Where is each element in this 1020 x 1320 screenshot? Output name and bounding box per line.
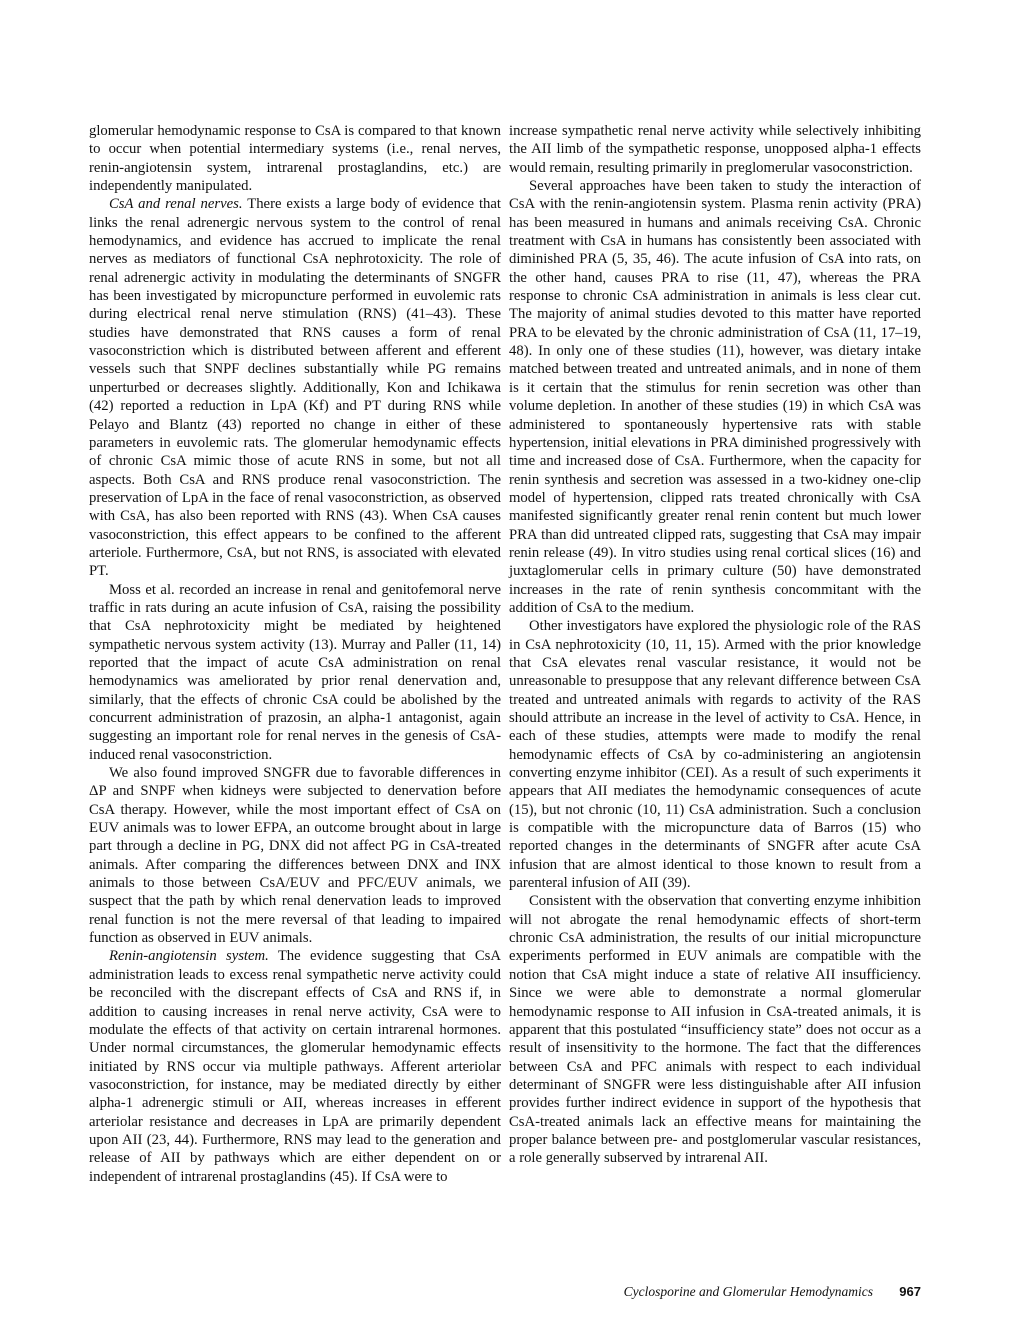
paragraph-text: There exists a large body of evidence that links the renal adrenergic nervous system to the control of renal hemodynamics, and evidence has accrued to implicate the renal nerves as mediators of functional CsA nephrotoxicity. The role of renal adrenergic activity in modulating the determinants of SNGFR has been investigated by micropuncture performed in euvolemic rats during electrical renal nerve stimulation (RNS) (41–43). These studies have demonstrated that RNS causes a form of renal vasoconstriction which is distributed between afferent and efferent vessels such that SNPF declines substantially while PG remains unperturbed or decreases slightly. Additionally, Kon and Ichikawa (42) reported a reduction in LpA (Kf) and PT during RNS while Pelayo and Blantz (43) reported no change in either of these parameters in euvolemic rats. The glomerular hemodynamic effects of chronic CsA mimic those of acute RNS in some, but not all aspects. Both CsA and RNS produce renal vasoconstriction. The preservation of LpA in the face of renal vasoconstriction, as observed with CsA, has also been reported with RNS (43). When CsA causes vasoconstriction, this effect appears to be confined to the afferent arteriole. Furthermore, CsA, but not RNS, is associated with elevated PT. <box>89 196 501 580</box>
paragraph <box>509 892 921 1167</box>
paragraph <box>509 177 921 617</box>
paragraph-text: Consistent with the observation that converting enzyme inhibition will not abrogate the renal hemodynamic effects of short-term chronic CsA administration, the results of our initial micropuncture experiments performed in EUV animals are compatible with the notion that CsA might induce a state of relative AII insufficiency. Since we were able to demonstrate a normal glomerular hemodynamic response to AII infusion in CsA-treated animals, it is apparent that this postulated “insufficiency state” does not occur as a result of insensitivity to the hormone. The fact that the differences between CsA and PFC animals with respect to each individual determinant of SNGFR were less distinguishable after AII infusion provides further indirect evidence in support of the hypothesis that CsA-treated animals lack an effective means for maintaining the proper balance between pre- and postglomerular vascular resistances, a role generally subserved by intrarenal AII. <box>509 893 921 1167</box>
right-text-column <box>509 122 921 1168</box>
paragraph-text: increase sympathetic renal nerve activity while selectively inhibiting the AII limb of the sympathetic response, unopposed alpha-1 effects would remain, resulting primarily in preglomerular vasoconstriction. <box>509 123 921 176</box>
paragraph-text: Several approaches have been taken to study the interaction of CsA with the renin-angiotensin system. Plasma renin activity (PRA) has been measured in humans and animals receiving CsA. Chronic treatment with CsA in humans has consistently been associated with diminished PRA (5, 35, 46). The acute infusion of CsA into rats, on the other hand, causes PRA to rise (11, 47), whereas the PRA response to chronic CsA administration in animals is less clear cut. The majority of animal studies devoted to this matter have reported PRA to be elevated by the chronic administration of CsA (11, 17–19, 48). In only one of these studies (11), however, was dietary intake matched between treated and untreated animals, and in none of them is it certain that the stimulus for renin secretion was other than volume depletion. In another of these studies (19) in which CsA was administered to spontaneously hypertensive rats with stable hypertension, initial elevations in PRA diminished progressively with time and increased dose of CsA. Furthermore, when the capacity for renin synthesis and secretion was assessed in a two-kidney one-clip model of hypertension, clipped rats treated chronically with CsA manifested significantly greater renal renin content but much lower PRA than did untreated clipped rats, suggesting that CsA may impair renin release (49). In vitro studies using renal cortical slices (16) and juxtaglomerular cells in primary culture (50) have demonstrated increases in the rate of renin synthesis concommitant with the addition of CsA to the medium. <box>509 178 921 616</box>
paragraph-text: glomerular hemodynamic response to CsA is compared to that known to occur when potential intermediary systems (i.e., renal nerves, renin-angiotensin system, intrarenal prostaglandins, etc.) are independently manipulated. <box>89 123 501 195</box>
page-footer <box>509 1284 921 1304</box>
running-title: Cyclosporine and Glomerular Hemodynamics <box>623 1284 873 1299</box>
left-text-column <box>89 122 501 1186</box>
paragraph-text: We also found improved SNGFR due to favorable differences in ΔP and SNPF when kidneys were subjected to denervation before CsA therapy. However, while the most important effect of CsA on EUV animals was to lower EFPA, an outcome brought about in large part through a decline in PG, DNX did not affect PG in CsA-treated animals. After comparing the differences between DNX and INX animals to those between CsA/EUV and PFC/EUV animals, we suspect that the path by which renal denervation leads to improved renal function is not the mere reversal of that leading to impaired function as observed in EUV animals. <box>89 765 501 947</box>
paragraph-text: Other investigators have explored the physiologic role of the RAS in CsA nephrotoxicity (10, 11, 15). Armed with the prior knowledge that CsA elevates renal vascular resistance, it would not be unreasonable to presuppose that any relevant difference between CsA treated and untreated animals with regards to activity of the RAS should attribute an increase in the level of activity to CsA. Hence, in each of these studies, attempts were made to modify the renal hemodynamic effects of CsA by co-administering an angiotensin converting enzyme inhibitor (CEI). As a result of such experiments it appears that AII mediates the hemodynamic consequences of acute (15), but not chronic (10, 11) CsA administration. Such a conclusion is compatible with the micropuncture data of Barros (15) who reported changes in the determinants of SNGFR after acute CsA infusion that are almost identical to those known to result from a parenteral infusion of AII (39). <box>509 618 921 892</box>
page-number: 967 <box>899 1284 921 1299</box>
paragraph-lead: CsA and renal nerves. <box>109 196 243 213</box>
paragraph <box>89 947 501 1185</box>
paragraph-text: Moss et al. recorded an increase in renal and genitofemoral nerve traffic in rats during an acute infusion of CsA, raising the possibility that CsA nephrotoxicity might be mediated by heightened sympathetic nervous system activity (13). Murray and Paller (11, 14) reported that the impact of acute CsA administration on renal hemodynamics was ameliorated by prior renal denervation and, similarly, that the effects of chronic CsA could be abolished by the concurrent administration of prazosin, an alpha-1 antagonist, again suggesting an important role for renal nerves in the genesis of CsA-induced renal vasoconstriction. <box>89 581 501 763</box>
paragraph-lead: Renin-angiotensin system. <box>109 948 269 965</box>
paragraph <box>89 195 501 580</box>
paragraph <box>89 581 501 764</box>
paragraph <box>509 617 921 892</box>
paragraph <box>89 764 501 947</box>
paragraph-text: The evidence suggesting that CsA administration leads to excess renal sympathetic nerve activity could be reconciled with the discrepant effects of CsA and RNS if, in addition to causing increases in renal nerve activity, CsA were to modulate the effects of that activity on certain intrarenal hormones. Under normal circumstances, the glomerular hemodynamic effects initiated by RNS occur via multiple pathways. Afferent arteriolar vasoconstriction, for instance, may be mediated directly by either alpha-1 adrenergic stimuli or AII, whereas increases in efferent arteriolar resistance and decreases in LpA are primarily dependent upon AII (23, 44). Furthermore, RNS may lead to the generation and release of AII by pathways which are either dependent on or independent of intrarenal prostaglandins (45). If CsA were to <box>89 948 501 1185</box>
paragraph <box>89 122 501 195</box>
paragraph <box>509 122 921 177</box>
